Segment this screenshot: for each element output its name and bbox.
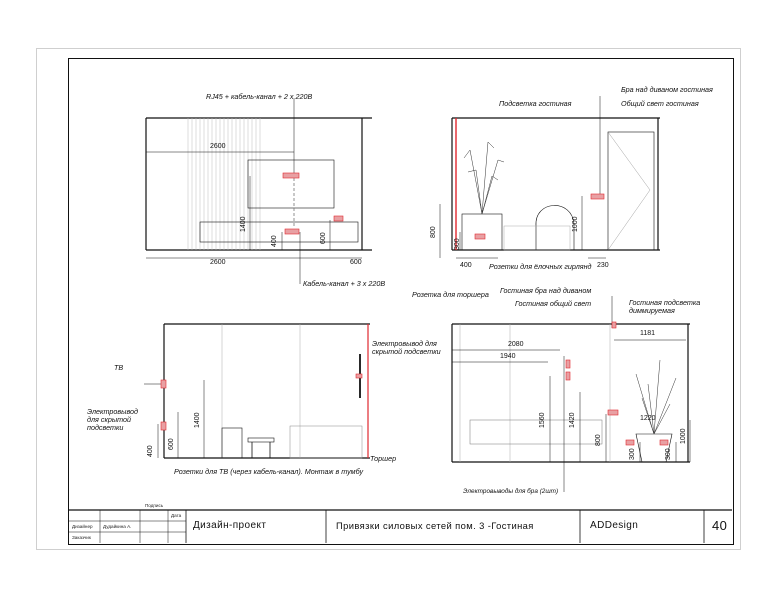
- view4-elevation: [452, 296, 690, 492]
- tb-signature-header: Подпись: [145, 503, 164, 508]
- tb-designer-role: Дизайнер: [72, 524, 93, 529]
- dim-1000: 1000: [572, 216, 579, 232]
- label-garland-sockets: Розетки для ёлочных гирлянд: [489, 262, 592, 271]
- dim-1000-v4: 1000: [680, 428, 687, 444]
- dim-1181: 1181: [640, 330, 656, 337]
- dim-800: 800: [430, 226, 437, 238]
- label-cable-channel: Кабель-канал + 3 x 220В: [303, 279, 386, 288]
- dim-300-a: 300: [629, 448, 636, 460]
- tb-project-title: Дизайн-проект: [193, 520, 267, 531]
- view2-plant: [464, 142, 504, 214]
- dim-1940: 1940: [500, 353, 516, 360]
- tb-designer-name: Дудайкина А.: [103, 524, 132, 529]
- dim-300: 300: [454, 238, 461, 250]
- label-backlight: Подсветка гостиная: [499, 99, 572, 108]
- dim-400: 400: [271, 235, 278, 247]
- tb-sheet-title: Привязки силовых сетей пом. 3 -Гостиная: [336, 520, 534, 531]
- view2-elevation: [440, 96, 660, 258]
- tb-company: ADDesign: [590, 520, 639, 531]
- dim-400-v3: 400: [147, 445, 154, 457]
- dim-800-v4: 800: [595, 434, 602, 446]
- label-bra-outlets: Электровыводы для бра (2шт): [463, 488, 559, 495]
- tb-date-header: Дата: [171, 513, 182, 518]
- dim-600: 600: [350, 259, 362, 266]
- dim-2600-bottom: 2600: [210, 259, 226, 266]
- label-floor-lamp: Торшер: [370, 454, 397, 463]
- view2-sockets: [475, 194, 604, 239]
- view4-plant: [636, 360, 676, 434]
- label-general-light-4: Гостиная общий свет: [515, 299, 592, 308]
- label-tv-sockets: Розетки для ТВ (через кабель-канал). Монтаж в тумбу: [174, 467, 364, 476]
- view3-elevation: [144, 324, 370, 458]
- label-bra-sofa: Бра над диваном гостиная: [621, 85, 713, 94]
- label-general-light: Общий свет гостиная: [621, 99, 699, 108]
- tb-customer-role: Заказчик: [72, 535, 91, 540]
- dim-2600-top: 2600: [210, 143, 226, 150]
- dim-1220: 1220: [640, 415, 656, 422]
- label-bra-above-sofa: Гостиная бра над диваном: [500, 286, 592, 295]
- dim-600-v3: 600: [168, 438, 175, 450]
- label-hidden-light-left: Электровывод для скрытой подсветки: [87, 407, 139, 432]
- label-rj45: RJ45 + кабель-канал + 2 x 220В: [206, 92, 313, 101]
- label-hidden-light-right: Электровывод для скрытой подсветки: [372, 339, 441, 356]
- dim-2080: 2080: [508, 341, 524, 348]
- label-floor-lamp-socket: Розетка для торшера: [412, 290, 489, 299]
- tb-page-number: 40: [712, 518, 728, 533]
- dim-300-b: 300: [665, 448, 672, 460]
- view1-elevation: [146, 98, 372, 284]
- dim-1400: 1400: [240, 216, 247, 232]
- dim-1560: 1560: [539, 412, 546, 428]
- dim-1420: 1420: [569, 412, 576, 428]
- dim-1400-v3: 1400: [194, 412, 201, 428]
- label-dimmable-backlight: Гостиная подсветка диммируемая: [629, 298, 701, 315]
- dim-600-v: 600: [320, 232, 327, 244]
- label-tv: ТВ: [114, 363, 124, 372]
- view3-sockets: [161, 374, 362, 430]
- dim-400-v2: 400: [460, 262, 472, 269]
- dim-230: 230: [597, 262, 609, 269]
- view4-sockets: [566, 322, 668, 445]
